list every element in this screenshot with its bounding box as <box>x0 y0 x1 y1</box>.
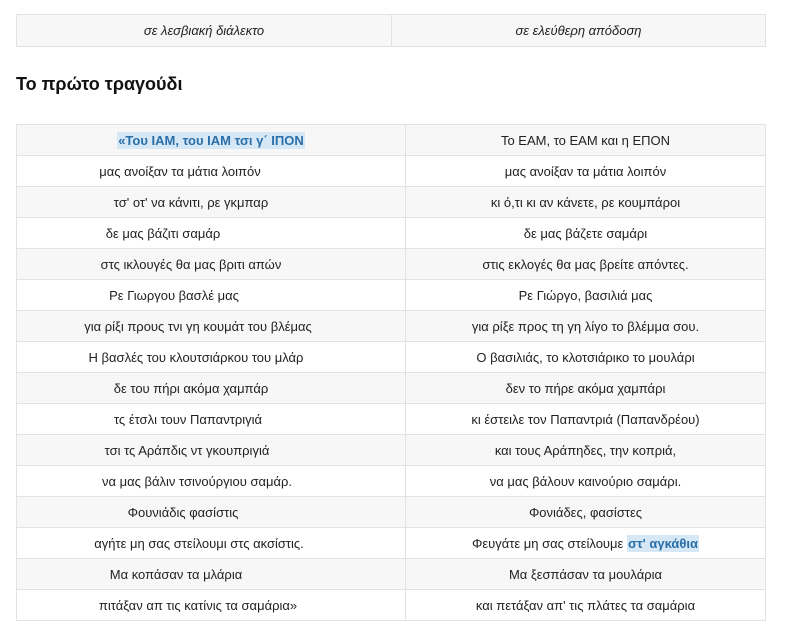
dialect-line <box>17 528 406 559</box>
translation-line: κι έστειλε τον Παπαντριά (Παπανδρέου) <box>406 404 766 435</box>
dialect-line <box>17 466 406 497</box>
dialect-line <box>17 590 406 621</box>
table-row <box>17 156 766 187</box>
dialect-line <box>17 342 406 373</box>
translation-line: Μα ξεσπάσαν τα μουλάρια <box>406 559 766 590</box>
dialect-line <box>17 156 406 187</box>
dialect-text: για ρίξι πρους τνι γη κουμάτ του βλέμας <box>84 318 312 334</box>
translation-line: κι ό,τι κι αν κάνετε, ρε κουμπάροι <box>406 187 766 218</box>
translation-line: δε μας βάζετε σαμάρι <box>406 218 766 249</box>
dialect-text: μας ανοίξαν τα μάτια λοιπόν <box>99 163 261 179</box>
table-row <box>17 218 766 249</box>
column-header-translation: σε ελεύθερη απόδοση <box>392 15 766 47</box>
translation-line: δεν το πήρε ακόμα χαμπάρι <box>406 373 766 404</box>
dialect-line <box>17 249 406 280</box>
dialect-text: Ρε Γιωργου βασλέ μας <box>109 287 239 303</box>
translation-line: και τους Αράπηδες, την κοπριά, <box>406 435 766 466</box>
table-row <box>17 342 766 373</box>
dialect-line <box>17 218 406 249</box>
dialect-text: δε του πήρι ακόμα χαμπάρ <box>113 380 269 396</box>
table-row <box>17 187 766 218</box>
dialect-line <box>17 404 406 435</box>
section-title: Το πρώτο τραγούδι <box>16 74 183 94</box>
dialect-text: πιτάξαν απ τις κατίνις τα σαμάρια» <box>98 597 298 613</box>
table-row <box>17 249 766 280</box>
dialect-text: να μας βάλιν τσινούργιου σαμάρ. <box>102 473 292 489</box>
translation-line: στις εκλογές θα μας βρείτε απόντες. <box>406 249 766 280</box>
table-row <box>17 404 766 435</box>
dialect-text: Φουνιάδις φασίστις <box>127 504 239 520</box>
dialect-text: τσι τς Αράπδις ντ γκουπριγιά <box>104 442 270 458</box>
translation-line: να μας βάλουν καινούριο σαμάρι. <box>406 466 766 497</box>
table-row <box>17 590 766 621</box>
dialect-line <box>17 187 406 218</box>
column-header-dialect: σε λεσβιακή διάλεκτο <box>17 15 392 47</box>
translation-line: για ρίξε προς τη γη λίγο το βλέμμα σου. <box>406 311 766 342</box>
translation-line: Ο βασιλιάς, το κλοτσιάρικο το μουλάρι <box>406 342 766 373</box>
table-row <box>17 373 766 404</box>
dialect-text: τσ' οτ' να κάνιτι, ρε γκμπαρ <box>113 194 269 210</box>
translation-line <box>406 528 766 559</box>
table-row <box>17 280 766 311</box>
dialect-text: Μα κοπάσαν τα μλάρια <box>109 566 243 582</box>
table-row <box>17 497 766 528</box>
dialect-text: Η βασλές του κλουτσιάρκου του μλάρ <box>88 349 304 365</box>
translation-line: και πετάξαν απ' τις πλάτες τα σαμάρια <box>406 590 766 621</box>
dialect-text: δε μας βάζιτι σαμάρ <box>105 225 221 241</box>
translation-line: μας ανοίξαν τα μάτια λοιπόν <box>406 156 766 187</box>
highlighted-link[interactable]: «Του ΙΑΜ, του ΙΑΜ τσι γ΄ ΙΠΟΝ <box>118 132 304 148</box>
dialect-line <box>17 311 406 342</box>
dialect-text: στς ικλουγές θα μας βριτι απών <box>100 256 282 272</box>
table-row <box>17 528 766 559</box>
translation-line: Ρε Γιώργο, βασιλιά μας <box>406 280 766 311</box>
table-row <box>17 466 766 497</box>
table-row <box>17 311 766 342</box>
dialect-line <box>17 559 406 590</box>
highlighted-link[interactable]: στ' αγκάθια <box>627 535 699 551</box>
table-row <box>17 435 766 466</box>
dialect-line <box>17 435 406 466</box>
dialect-text: αγήτε μη σας στείλουμι στς ακσίστις. <box>94 535 304 551</box>
dialect-line <box>17 497 406 528</box>
translation-line: Το ΕΑΜ, το ΕΑΜ και η ΕΠΟΝ <box>406 125 766 156</box>
dialect-line <box>17 280 406 311</box>
table-row <box>17 125 766 156</box>
dialect-text: τς έτσλι τουν Παπαντριγιά <box>113 411 263 427</box>
column-header-table <box>16 14 766 47</box>
translation-text: Φευγάτε μη σας στείλουμε <box>471 535 624 551</box>
translation-line: Φονιάδες, φασίστες <box>406 497 766 528</box>
dialect-line <box>17 125 406 156</box>
dialect-line <box>17 373 406 404</box>
column-header-row <box>17 15 766 47</box>
table-row <box>17 559 766 590</box>
poem-table <box>16 124 766 621</box>
